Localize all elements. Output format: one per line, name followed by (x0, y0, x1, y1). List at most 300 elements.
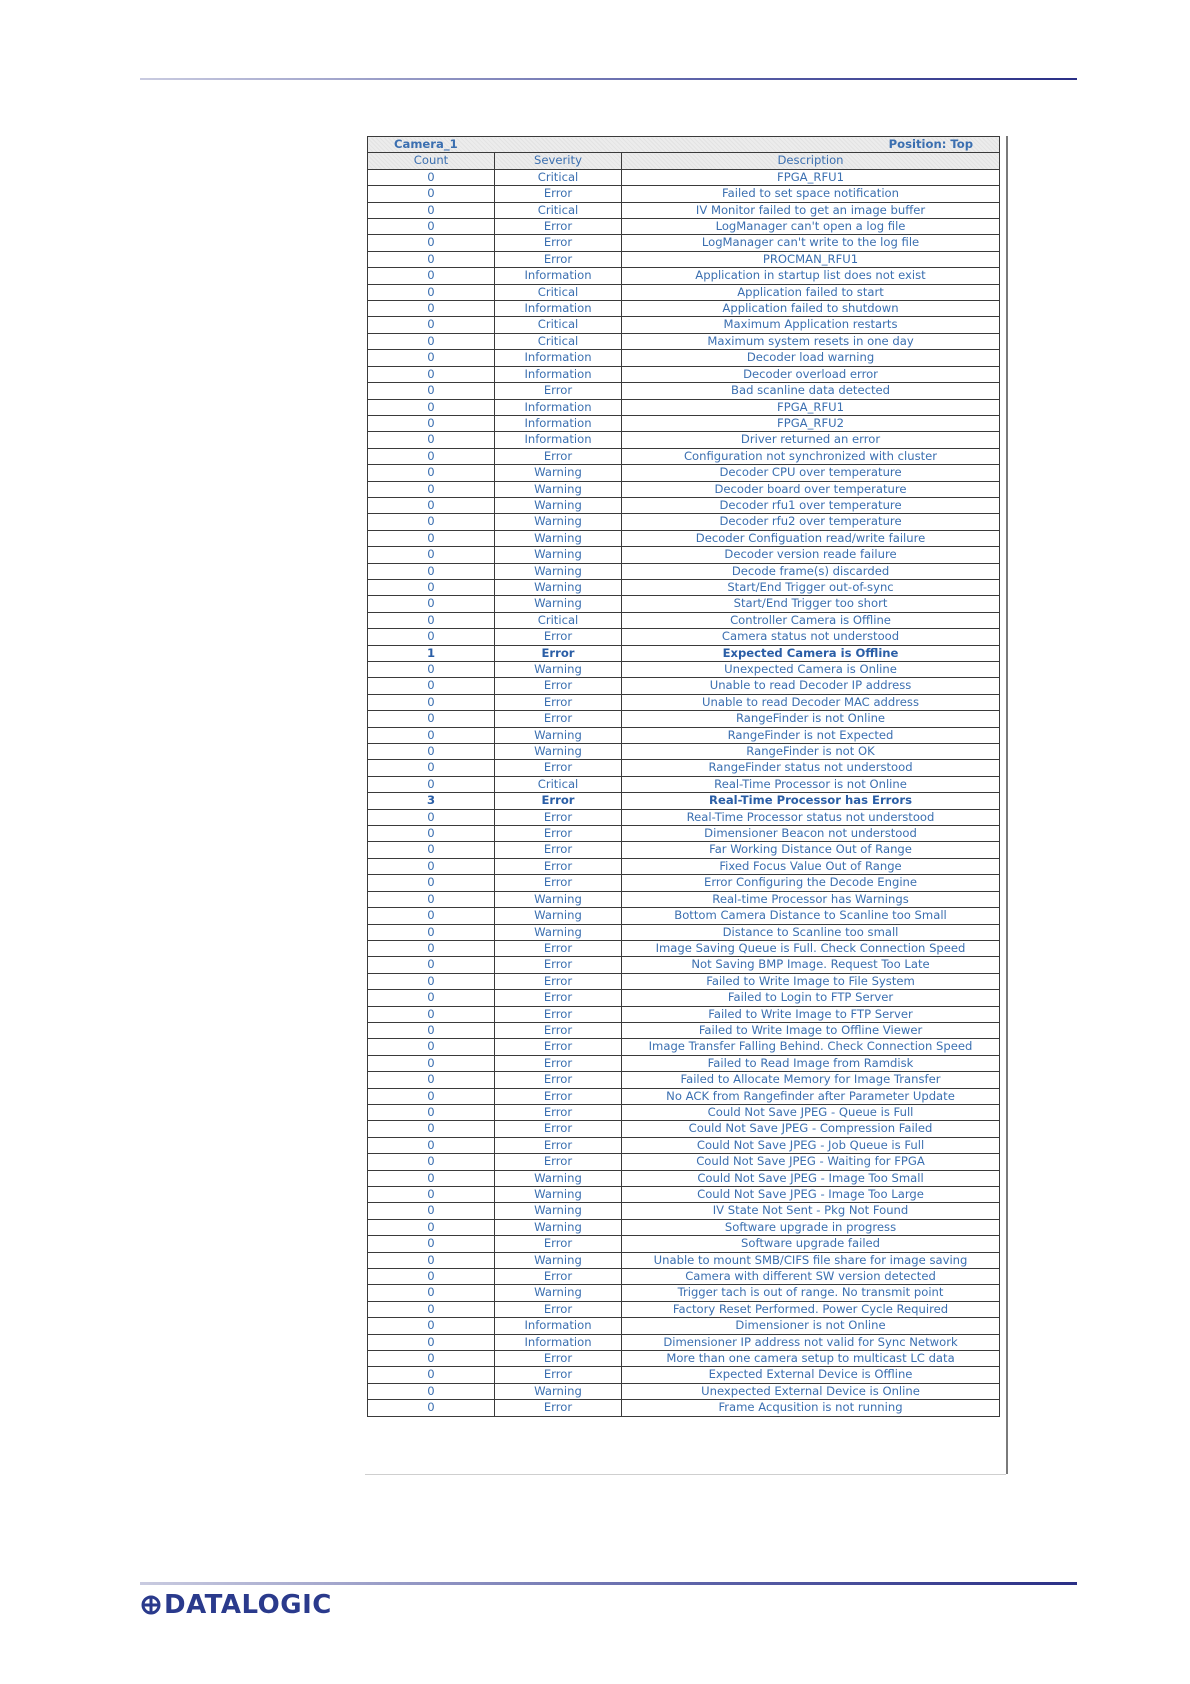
count-cell: 0 (368, 563, 495, 579)
table-row (368, 1121, 1000, 1137)
count-cell: 0 (368, 579, 495, 595)
table-row (368, 973, 1000, 989)
description-cell: Expected Camera is Offline (622, 645, 1000, 661)
description-cell: Failed to set space notification (622, 186, 1000, 202)
severity-cell: Warning (495, 530, 622, 546)
description-cell: Decoder rfu2 over temperature (622, 514, 1000, 530)
severity-cell: Warning (495, 908, 622, 924)
description-cell: Real-Time Processor status not understood (622, 809, 1000, 825)
severity-cell: Error (495, 1301, 622, 1317)
description-cell: Bottom Camera Distance to Scanline too Small (622, 908, 1000, 924)
table-row (368, 1170, 1000, 1186)
count-cell: 0 (368, 301, 495, 317)
count-cell: 0 (368, 497, 495, 513)
table-row (368, 891, 1000, 907)
table-row (368, 1236, 1000, 1252)
severity-cell: Information (495, 1318, 622, 1334)
description-cell: Configuration not synchronized with cluster (622, 448, 1000, 464)
severity-cell: Error (495, 711, 622, 727)
severity-cell: Error (495, 1039, 622, 1055)
count-cell: 0 (368, 596, 495, 612)
count-cell: 0 (368, 629, 495, 645)
description-cell: FPGA_RFU1 (622, 399, 1000, 415)
count-cell: 0 (368, 990, 495, 1006)
severity-cell: Error (495, 1400, 622, 1416)
table-row (368, 563, 1000, 579)
table-row (368, 497, 1000, 513)
severity-cell: Warning (495, 662, 622, 678)
count-cell: 0 (368, 678, 495, 694)
severity-cell: Critical (495, 333, 622, 349)
description-cell: Unexpected Camera is Online (622, 662, 1000, 678)
severity-cell: Warning (495, 579, 622, 595)
table-row (368, 1187, 1000, 1203)
table-row (368, 1072, 1000, 1088)
table-row (368, 268, 1000, 284)
table-row (368, 776, 1000, 792)
description-cell: Decoder load warning (622, 350, 1000, 366)
description-cell: Software upgrade failed (622, 1236, 1000, 1252)
table-row (368, 202, 1000, 218)
table-row (368, 1039, 1000, 1055)
description-cell: Start/End Trigger too short (622, 596, 1000, 612)
severity-cell: Error (495, 1072, 622, 1088)
description-cell: IV Monitor failed to get an image buffer (622, 202, 1000, 218)
count-cell: 0 (368, 1400, 495, 1416)
count-cell: 0 (368, 235, 495, 251)
count-cell: 0 (368, 350, 495, 366)
severity-cell: Error (495, 875, 622, 891)
count-cell: 1 (368, 645, 495, 661)
severity-cell: Warning (495, 891, 622, 907)
camera-position: Position: Top (888, 137, 974, 151)
description-cell: Decoder Configuation read/write failure (622, 530, 1000, 546)
severity-cell: Information (495, 366, 622, 382)
description-cell: Real-Time Processor has Errors (622, 793, 1000, 809)
description-cell: Controller Camera is Offline (622, 612, 1000, 628)
description-cell: Decoder CPU over temperature (622, 465, 1000, 481)
description-cell: Bad scanline data detected (622, 383, 1000, 399)
table-row (368, 793, 1000, 809)
description-cell: Error Configuring the Decode Engine (622, 875, 1000, 891)
table-row (368, 1285, 1000, 1301)
description-cell: IV State Not Sent - Pkg Not Found (622, 1203, 1000, 1219)
count-cell: 3 (368, 793, 495, 809)
table-row (368, 809, 1000, 825)
logo-text: DATALOGIC (164, 1590, 332, 1620)
description-cell: Decoder rfu1 over temperature (622, 497, 1000, 513)
description-cell: Failed to Read Image from Ramdisk (622, 1055, 1000, 1071)
table-row (368, 448, 1000, 464)
description-cell: Could Not Save JPEG - Image Too Small (622, 1170, 1000, 1186)
count-cell: 0 (368, 383, 495, 399)
description-cell: Camera with different SW version detected (622, 1269, 1000, 1285)
description-cell: PROCMAN_RFU1 (622, 251, 1000, 267)
description-cell: Frame Acqusition is not running (622, 1400, 1000, 1416)
table-row (368, 596, 1000, 612)
count-cell: 0 (368, 284, 495, 300)
severity-cell: Warning (495, 497, 622, 513)
table-row (368, 579, 1000, 595)
table-row (368, 1154, 1000, 1170)
table-row (368, 908, 1000, 924)
table-row (368, 612, 1000, 628)
camera-name: Camera_1 (394, 137, 458, 151)
count-cell: 0 (368, 924, 495, 940)
table-row (368, 760, 1000, 776)
count-cell: 0 (368, 711, 495, 727)
description-cell: Could Not Save JPEG - Compression Failed (622, 1121, 1000, 1137)
description-cell: Factory Reset Performed. Power Cycle Required (622, 1301, 1000, 1317)
severity-cell: Warning (495, 727, 622, 743)
table-row (368, 1351, 1000, 1367)
description-cell: Could Not Save JPEG - Image Too Large (622, 1187, 1000, 1203)
description-cell: Real-Time Processor is not Online (622, 776, 1000, 792)
severity-cell: Error (495, 1022, 622, 1038)
table-row (368, 399, 1000, 415)
count-cell: 0 (368, 727, 495, 743)
severity-cell: Error (495, 186, 622, 202)
table-row (368, 219, 1000, 235)
count-cell: 0 (368, 202, 495, 218)
count-cell: 0 (368, 694, 495, 710)
severity-cell: Warning (495, 563, 622, 579)
description-cell: Could Not Save JPEG - Waiting for FPGA (622, 1154, 1000, 1170)
count-cell: 0 (368, 973, 495, 989)
table-row (368, 1269, 1000, 1285)
severity-cell: Critical (495, 317, 622, 333)
severity-cell: Error (495, 383, 622, 399)
severity-cell: Information (495, 399, 622, 415)
table-row (368, 432, 1000, 448)
description-cell: Real-time Processor has Warnings (622, 891, 1000, 907)
description-cell: Failed to Allocate Memory for Image Transfer (622, 1072, 1000, 1088)
severity-column-header: Severity (495, 153, 622, 169)
count-cell: 0 (368, 1121, 495, 1137)
description-cell: Failed to Write Image to Offline Viewer (622, 1022, 1000, 1038)
count-cell: 0 (368, 1318, 495, 1334)
count-cell: 0 (368, 448, 495, 464)
table-row (368, 235, 1000, 251)
description-cell: Unable to mount SMB/CIFS file share for image saving (622, 1252, 1000, 1268)
count-cell: 0 (368, 1269, 495, 1285)
description-cell: Failed to Write Image to File System (622, 973, 1000, 989)
table-row (368, 350, 1000, 366)
table-row (368, 1383, 1000, 1399)
table-row (368, 1203, 1000, 1219)
severity-cell: Information (495, 301, 622, 317)
description-cell: RangeFinder is not OK (622, 744, 1000, 760)
severity-cell: Warning (495, 1170, 622, 1186)
table-row (368, 169, 1000, 185)
count-cell: 0 (368, 1367, 495, 1383)
severity-cell: Warning (495, 1252, 622, 1268)
count-cell: 0 (368, 1137, 495, 1153)
description-cell: Application failed to start (622, 284, 1000, 300)
count-cell: 0 (368, 908, 495, 924)
severity-cell: Error (495, 858, 622, 874)
severity-cell: Warning (495, 481, 622, 497)
severity-cell: Warning (495, 514, 622, 530)
description-cell: Failed to Write Image to FTP Server (622, 1006, 1000, 1022)
count-cell: 0 (368, 1039, 495, 1055)
table-row (368, 366, 1000, 382)
table-row (368, 990, 1000, 1006)
count-cell: 0 (368, 1285, 495, 1301)
description-cell: Failed to Login to FTP Server (622, 990, 1000, 1006)
count-cell: 0 (368, 1252, 495, 1268)
severity-cell: Error (495, 629, 622, 645)
count-cell: 0 (368, 1006, 495, 1022)
count-cell: 0 (368, 1219, 495, 1235)
count-cell: 0 (368, 432, 495, 448)
severity-cell: Warning (495, 1187, 622, 1203)
severity-cell: Warning (495, 465, 622, 481)
description-cell: Dimensioner IP address not valid for Sync Network (622, 1334, 1000, 1350)
description-cell: Application failed to shutdown (622, 301, 1000, 317)
table-row (368, 858, 1000, 874)
severity-cell: Error (495, 448, 622, 464)
table-row (368, 284, 1000, 300)
severity-cell: Warning (495, 547, 622, 563)
severity-cell: Error (495, 1137, 622, 1153)
datalogic-logo-icon (141, 1595, 161, 1615)
severity-cell: Error (495, 1006, 622, 1022)
count-cell: 0 (368, 219, 495, 235)
severity-cell: Error (495, 990, 622, 1006)
event-rows (368, 169, 1000, 1416)
description-cell: Camera status not understood (622, 629, 1000, 645)
description-cell: Maximum system resets in one day (622, 333, 1000, 349)
description-cell: Not Saving BMP Image. Request Too Late (622, 957, 1000, 973)
description-cell: FPGA_RFU1 (622, 169, 1000, 185)
table-row (368, 415, 1000, 431)
table-row (368, 186, 1000, 202)
count-cell: 0 (368, 1055, 495, 1071)
count-cell: 0 (368, 826, 495, 842)
table-row (368, 481, 1000, 497)
table-row (368, 711, 1000, 727)
table-row (368, 678, 1000, 694)
severity-cell: Warning (495, 1203, 622, 1219)
table-row (368, 1055, 1000, 1071)
severity-cell: Error (495, 694, 622, 710)
datalogic-logo (141, 1590, 332, 1620)
severity-cell: Error (495, 760, 622, 776)
count-cell: 0 (368, 1104, 495, 1120)
count-cell: 0 (368, 317, 495, 333)
severity-cell: Error (495, 645, 622, 661)
severity-cell: Warning (495, 596, 622, 612)
severity-cell: Information (495, 432, 622, 448)
count-cell: 0 (368, 1383, 495, 1399)
table-row (368, 875, 1000, 891)
table-row (368, 251, 1000, 267)
count-cell: 0 (368, 957, 495, 973)
severity-cell: Error (495, 1269, 622, 1285)
table-row (368, 333, 1000, 349)
severity-cell: Error (495, 251, 622, 267)
table-row (368, 465, 1000, 481)
count-cell: 0 (368, 169, 495, 185)
count-cell: 0 (368, 1170, 495, 1186)
column-header-row (368, 153, 1000, 169)
table-row (368, 1252, 1000, 1268)
severity-cell: Warning (495, 1285, 622, 1301)
count-cell: 0 (368, 809, 495, 825)
severity-cell: Error (495, 793, 622, 809)
description-column-header: Description (622, 153, 1000, 169)
description-cell: LogManager can't open a log file (622, 219, 1000, 235)
count-cell: 0 (368, 1154, 495, 1170)
table-row (368, 530, 1000, 546)
count-cell: 0 (368, 333, 495, 349)
table-row (368, 727, 1000, 743)
count-cell: 0 (368, 514, 495, 530)
description-cell: Image Transfer Falling Behind. Check Connection Speed (622, 1039, 1000, 1055)
severity-cell: Error (495, 1088, 622, 1104)
count-cell: 0 (368, 940, 495, 956)
count-cell: 0 (368, 1301, 495, 1317)
severity-cell: Critical (495, 169, 622, 185)
count-cell: 0 (368, 481, 495, 497)
description-cell: FPGA_RFU2 (622, 415, 1000, 431)
count-cell: 0 (368, 268, 495, 284)
description-cell: Could Not Save JPEG - Job Queue is Full (622, 1137, 1000, 1153)
severity-cell: Error (495, 842, 622, 858)
count-cell: 0 (368, 547, 495, 563)
severity-cell: Information (495, 415, 622, 431)
table-row (368, 1400, 1000, 1416)
count-cell: 0 (368, 415, 495, 431)
table-row (368, 383, 1000, 399)
count-cell: 0 (368, 1236, 495, 1252)
severity-cell: Critical (495, 202, 622, 218)
description-cell: Start/End Trigger out-of-sync (622, 579, 1000, 595)
description-cell: Decoder version reade failure (622, 547, 1000, 563)
camera-events-table (367, 136, 1000, 1417)
table-row (368, 957, 1000, 973)
description-cell: Image Saving Queue is Full. Check Connection Speed (622, 940, 1000, 956)
count-cell: 0 (368, 1203, 495, 1219)
description-cell: Unable to read Decoder IP address (622, 678, 1000, 694)
table-row (368, 940, 1000, 956)
severity-cell: Error (495, 1104, 622, 1120)
table-row (368, 629, 1000, 645)
count-cell: 0 (368, 366, 495, 382)
table-row (368, 1137, 1000, 1153)
description-cell: No ACK from Rangefinder after Parameter Update (622, 1088, 1000, 1104)
count-cell: 0 (368, 1022, 495, 1038)
severity-cell: Error (495, 1121, 622, 1137)
severity-cell: Error (495, 973, 622, 989)
panel-bottom-edge (365, 1474, 1006, 1475)
table-row (368, 1006, 1000, 1022)
description-cell: LogManager can't write to the log file (622, 235, 1000, 251)
table-row (368, 826, 1000, 842)
severity-cell: Error (495, 678, 622, 694)
description-cell: Application in startup list does not exist (622, 268, 1000, 284)
table-row (368, 514, 1000, 530)
count-cell: 0 (368, 776, 495, 792)
severity-cell: Warning (495, 1219, 622, 1235)
count-column-header: Count (368, 153, 495, 169)
description-cell: Unexpected External Device is Online (622, 1383, 1000, 1399)
count-cell: 0 (368, 858, 495, 874)
count-cell: 0 (368, 1187, 495, 1203)
description-cell: Software upgrade in progress (622, 1219, 1000, 1235)
severity-cell: Error (495, 1367, 622, 1383)
description-cell: Dimensioner is not Online (622, 1318, 1000, 1334)
description-cell: Dimensioner Beacon not understood (622, 826, 1000, 842)
description-cell: RangeFinder status not understood (622, 760, 1000, 776)
severity-cell: Error (495, 940, 622, 956)
count-cell: 0 (368, 612, 495, 628)
description-cell: Expected External Device is Offline (622, 1367, 1000, 1383)
header-rule (140, 78, 1077, 80)
description-cell: Could Not Save JPEG - Queue is Full (622, 1104, 1000, 1120)
count-cell: 0 (368, 1088, 495, 1104)
table-row (368, 547, 1000, 563)
count-cell: 0 (368, 530, 495, 546)
severity-cell: Information (495, 1334, 622, 1350)
description-cell: Driver returned an error (622, 432, 1000, 448)
severity-cell: Warning (495, 744, 622, 760)
description-cell: Distance to Scanline too small (622, 924, 1000, 940)
description-cell: Fixed Focus Value Out of Range (622, 858, 1000, 874)
table-row (368, 1219, 1000, 1235)
table-row (368, 662, 1000, 678)
footer-rule (140, 1582, 1077, 1585)
table-row (368, 301, 1000, 317)
severity-cell: Error (495, 1055, 622, 1071)
severity-cell: Information (495, 350, 622, 366)
severity-cell: Error (495, 1236, 622, 1252)
severity-cell: Error (495, 1351, 622, 1367)
count-cell: 0 (368, 465, 495, 481)
severity-cell: Warning (495, 1383, 622, 1399)
severity-cell: Error (495, 809, 622, 825)
count-cell: 0 (368, 662, 495, 678)
description-cell: Decoder board over temperature (622, 481, 1000, 497)
severity-cell: Error (495, 219, 622, 235)
severity-cell: Error (495, 1154, 622, 1170)
table-row (368, 694, 1000, 710)
table-row (368, 1022, 1000, 1038)
table-row (368, 1318, 1000, 1334)
description-cell: Trigger tach is out of range. No transmit point (622, 1285, 1000, 1301)
description-cell: RangeFinder is not Expected (622, 727, 1000, 743)
count-cell: 0 (368, 1351, 495, 1367)
table-row (368, 744, 1000, 760)
table-row (368, 1088, 1000, 1104)
severity-cell: Critical (495, 612, 622, 628)
table-row (368, 1301, 1000, 1317)
count-cell: 0 (368, 251, 495, 267)
description-cell: More than one camera setup to multicast LC data (622, 1351, 1000, 1367)
count-cell: 0 (368, 842, 495, 858)
table-row (368, 842, 1000, 858)
camera-title-row (368, 137, 1000, 153)
count-cell: 0 (368, 875, 495, 891)
severity-cell: Error (495, 235, 622, 251)
severity-cell: Error (495, 826, 622, 842)
severity-cell: Critical (495, 284, 622, 300)
count-cell: 0 (368, 744, 495, 760)
table-row (368, 317, 1000, 333)
severity-cell: Warning (495, 924, 622, 940)
table-row (368, 924, 1000, 940)
